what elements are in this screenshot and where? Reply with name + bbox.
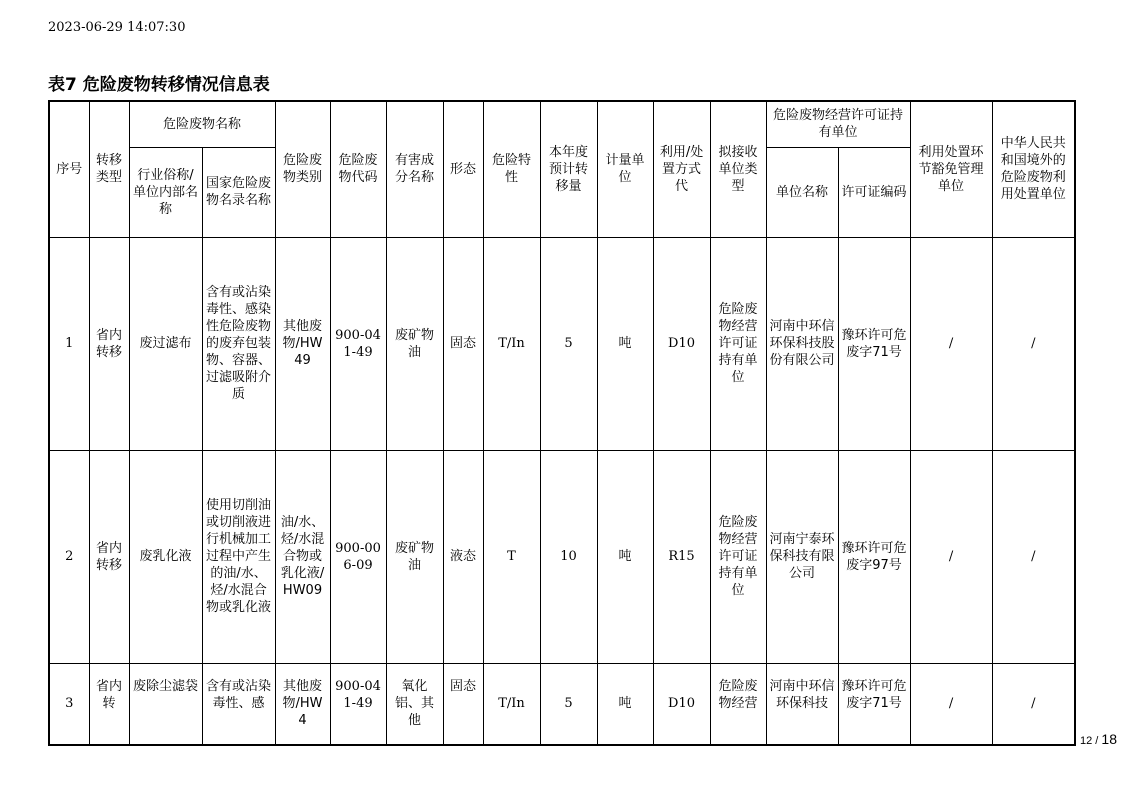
page-number <box>1080 731 1117 747</box>
header-method: 利用/处置方式代 <box>653 101 710 237</box>
cell-foreign: / <box>992 450 1075 663</box>
header-transfer-type: 转移类型 <box>89 101 129 237</box>
table-title: 表7 危险废物转移情况信息表 <box>48 75 270 95</box>
header-waste-code: 危险废物代码 <box>330 101 386 237</box>
cell-harmful-component: 废矿物油 <box>386 450 443 663</box>
header-exempt: 利用处置环节豁免管理单位 <box>910 101 992 237</box>
table-row <box>49 237 1075 450</box>
cell-seq: 1 <box>49 237 89 450</box>
cell-org-name: 河南宁泰环保科技有限公司 <box>766 450 838 663</box>
header-industry-name: 行业俗称/单位内部名称 <box>129 147 202 237</box>
header-receiver-type: 拟接收单位类型 <box>710 101 766 237</box>
header-hazard: 危险特性 <box>483 101 540 237</box>
timestamp: 2023-06-29 14:07:30 <box>48 20 186 35</box>
cell-waste-category: 油/水、烃/水混合物或乳化液/HW09 <box>275 450 330 663</box>
header-waste-category: 危险废物类别 <box>275 101 330 237</box>
header-unit: 计量单位 <box>597 101 653 237</box>
header-foreign: 中华人民共和国境外的危险废物利用处置单位 <box>992 101 1075 237</box>
table-row <box>49 663 1075 745</box>
cell-harmful-component: 废矿物油 <box>386 237 443 450</box>
cell-waste-code: 900-041-49 <box>330 237 386 450</box>
cell-hazard: T <box>483 450 540 663</box>
page-current: 12 <box>1080 735 1093 747</box>
cell-receiver-type: 危险废物经营 <box>710 663 766 745</box>
cell-form: 液态 <box>443 450 483 663</box>
header-seq: 序号 <box>49 101 89 237</box>
cell-method: D10 <box>653 237 710 450</box>
cell-license-code: 豫环许可危废字71号 <box>838 663 910 745</box>
cell-exempt: / <box>910 237 992 450</box>
header-annual-amount: 本年度预计转移量 <box>540 101 597 237</box>
header-harmful-component: 有害成分名称 <box>386 101 443 237</box>
page-separator: / <box>1092 735 1102 747</box>
header-form: 形态 <box>443 101 483 237</box>
cell-national-name: 使用切削油或切削液进行机械加工过程中产生的油/水、烃/水混合物或乳化液 <box>202 450 275 663</box>
cell-transfer-type: 省内转 <box>89 663 129 745</box>
cell-annual-amount: 10 <box>540 450 597 663</box>
header-waste-name-group: 危险废物名称 <box>129 101 275 147</box>
cell-foreign: / <box>992 663 1075 745</box>
header-national-name: 国家危险废物名录名称 <box>202 147 275 237</box>
cell-national-name: 含有或沾染毒性、感染性危险废物的废弃包装物、容器、过滤吸附介质 <box>202 237 275 450</box>
cell-industry-name: 废除尘滤袋 <box>129 663 202 745</box>
cell-license-code: 豫环许可危废字97号 <box>838 450 910 663</box>
cell-unit: 吨 <box>597 663 653 745</box>
cell-license-code: 豫环许可危废字71号 <box>838 237 910 450</box>
waste-transfer-table <box>48 100 1076 746</box>
cell-waste-code: 900-006-09 <box>330 450 386 663</box>
cell-transfer-type: 省内转移 <box>89 450 129 663</box>
cell-org-name: 河南中环信环保科技 <box>766 663 838 745</box>
cell-form: 固态 <box>443 663 483 745</box>
cell-harmful-component: 氧化铝、其他 <box>386 663 443 745</box>
header-license-group: 危险废物经营许可证持有单位 <box>766 101 910 147</box>
cell-hazard: T/In <box>483 663 540 745</box>
cell-transfer-type: 省内转移 <box>89 237 129 450</box>
cell-waste-code: 900-041-49 <box>330 663 386 745</box>
cell-method: D10 <box>653 663 710 745</box>
cell-method: R15 <box>653 450 710 663</box>
cell-receiver-type: 危险废物经营许可证持有单位 <box>710 450 766 663</box>
cell-hazard: T/In <box>483 237 540 450</box>
header-license-code: 许可证编码 <box>838 147 910 237</box>
cell-waste-category: 其他废物/HW4 <box>275 663 330 745</box>
cell-foreign: / <box>992 237 1075 450</box>
table-row <box>49 450 1075 663</box>
cell-receiver-type: 危险废物经营许可证持有单位 <box>710 237 766 450</box>
cell-seq: 3 <box>49 663 89 745</box>
cell-seq: 2 <box>49 450 89 663</box>
header-org-name: 单位名称 <box>766 147 838 237</box>
cell-annual-amount: 5 <box>540 237 597 450</box>
page-total: 18 <box>1101 731 1117 747</box>
cell-org-name: 河南中环信环保科技股份有限公司 <box>766 237 838 450</box>
cell-waste-category: 其他废物/HW49 <box>275 237 330 450</box>
header-row-1 <box>49 101 1075 147</box>
cell-national-name: 含有或沾染毒性、感 <box>202 663 275 745</box>
cell-industry-name: 废过滤布 <box>129 237 202 450</box>
cell-annual-amount: 5 <box>540 663 597 745</box>
cell-unit: 吨 <box>597 237 653 450</box>
cell-exempt: / <box>910 450 992 663</box>
cell-unit: 吨 <box>597 450 653 663</box>
cell-industry-name: 废乳化液 <box>129 450 202 663</box>
cell-form: 固态 <box>443 237 483 450</box>
cell-exempt: / <box>910 663 992 745</box>
